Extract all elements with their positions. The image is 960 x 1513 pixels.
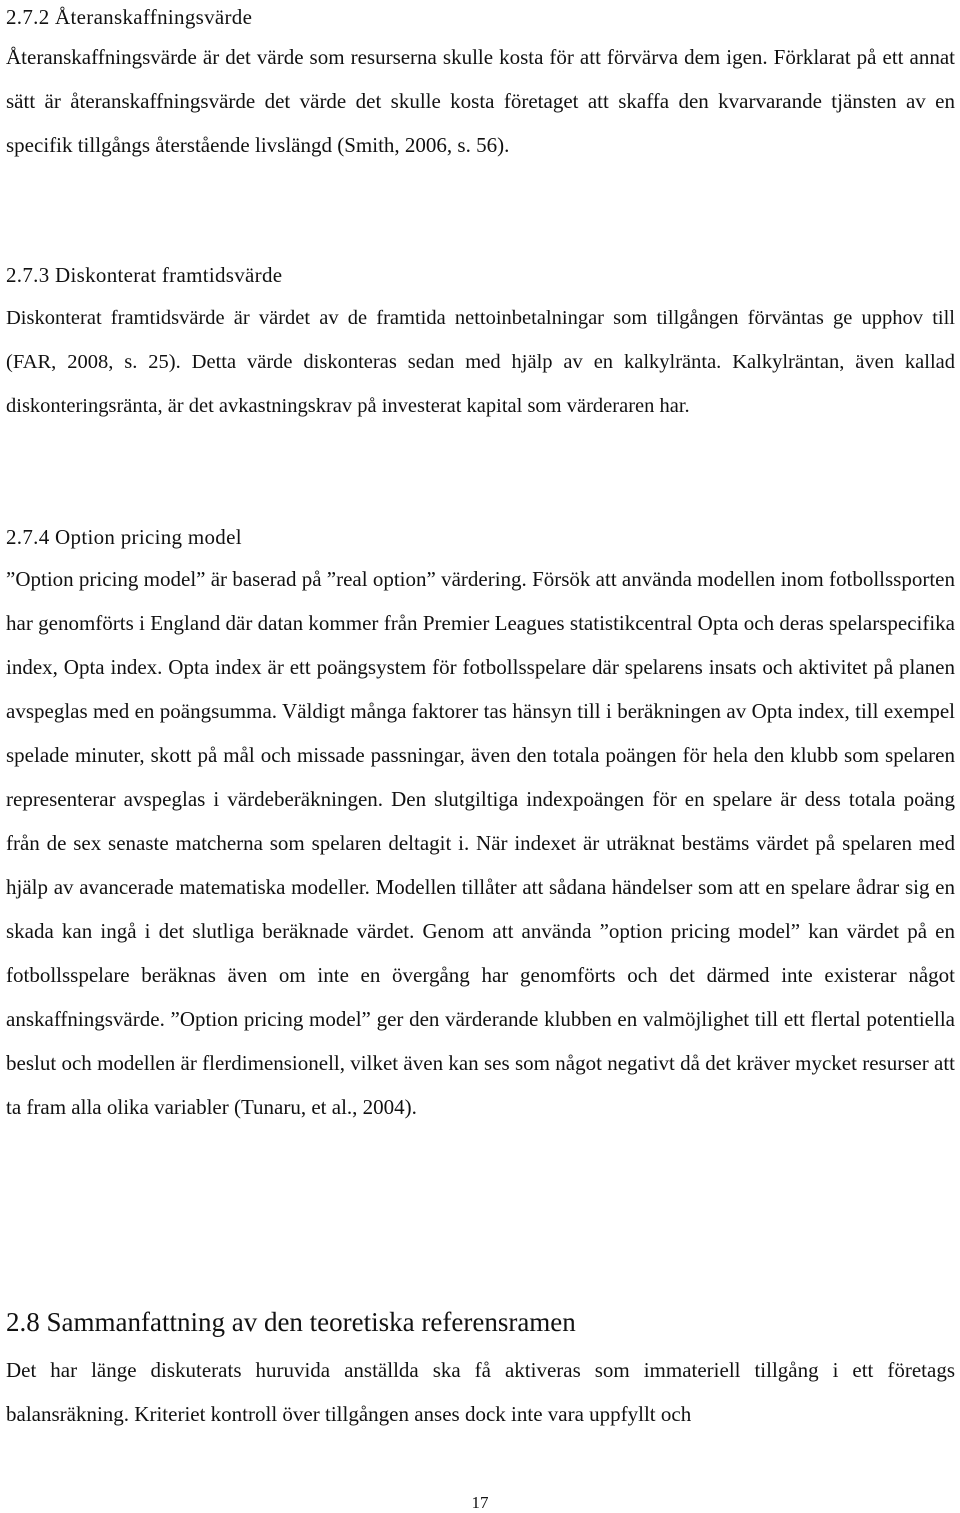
heading-text: 2.8 Sammanfattning av den teoretiska referensramen <box>6 1307 576 1337</box>
paragraph: ”Option pricing model” är baserad på ”real option” värdering. Försök att använda modellen inom fotbollssporten har genomförts i England där datan kommer från Premier Leagues statistikcentral Opta och deras spelarspecifika index, Opta index. Opta index är ett poängsystem för fotbollsspelare där spelarens insats och aktivitet på planen avspeglas med en poängsumma. Väldigt många faktorer tas hänsyn till i beräkningen av Opta index, till exempel spelade minuter, skott på mål och missade passningar, även den totala poängen för hela den klubb som spelaren representerar avspeglas i värdeberäkningen. Den slutgiltiga indexpoängen för en spelare är dess totala poäng från de sex senaste matcherna som spelaren deltagit i. När indexet är uträknat bestäms värdet på spelaren med hjälp av avancerade matematiska modeller. Modellen tillåter att sådana händelser som att en spelare ådrar sig en skada kan ingå i det slutliga beräknade värdet. Genom att använda ”option pricing model” kan värdet på en fotbollsspelare beräknas även om inte en övergång har genomförts och det därmed inte existerar något anskaffningsvärde. ”Option pricing model” ger den värderande klubben en valmöjlighet till ett flertal potentiella beslut och modellen är flerdimensionell, vilket även kan ses som något negativt då det kräver mycket resurser att ta fram alla olika variabler (Tunaru, et al., 2004). <box>6 567 955 1119</box>
section-heading-2-8 <box>6 1305 955 1339</box>
section-body-2-7-2 <box>6 35 955 167</box>
section-heading-2-7-3 <box>6 262 955 288</box>
page-number: 17 <box>471 1493 489 1512</box>
heading-text: 2.7.3 Diskonterat framtidsvärde <box>6 263 283 287</box>
section-heading-2-7-4 <box>6 524 955 550</box>
paragraph: Diskonterat framtidsvärde är värdet av de framtida nettoinbetalningar som tillgången förväntas ge upphov till (FAR, 2008, s. 25). Detta värde diskonteras sedan med hjälp av en kalkylränta. Kalkylräntan, även kallad diskonteringsränta, är det avkastningskrav på investerat kapital som värderaren har. <box>6 307 955 417</box>
heading-text: 2.7.2 Återanskaffningsvärde <box>6 5 253 29</box>
paragraph: Återanskaffningsvärde är det värde som resurserna skulle kosta för att förvärva dem igen. Förklarat på ett annat sätt är återanskaffningsvärde det värde det skulle kosta företaget att skaffa den kvarvarande tjänsten av en specifik tillgångs återstående livslängd (Smith, 2006, s. 56). <box>6 45 955 157</box>
section-body-2-7-3 <box>6 296 955 428</box>
section-heading-2-7-2 <box>6 4 955 30</box>
paragraph: Det har länge diskuterats huruvida anställda ska få aktiveras som immateriell tillgång i ett företags balansräkning. Kriteriet kontroll över tillgången anses dock inte vara uppfyllt och <box>6 1358 955 1426</box>
section-body-2-8 <box>6 1348 955 1436</box>
heading-text: 2.7.4 Option pricing model <box>6 525 242 549</box>
section-body-2-7-4 <box>6 557 955 1129</box>
